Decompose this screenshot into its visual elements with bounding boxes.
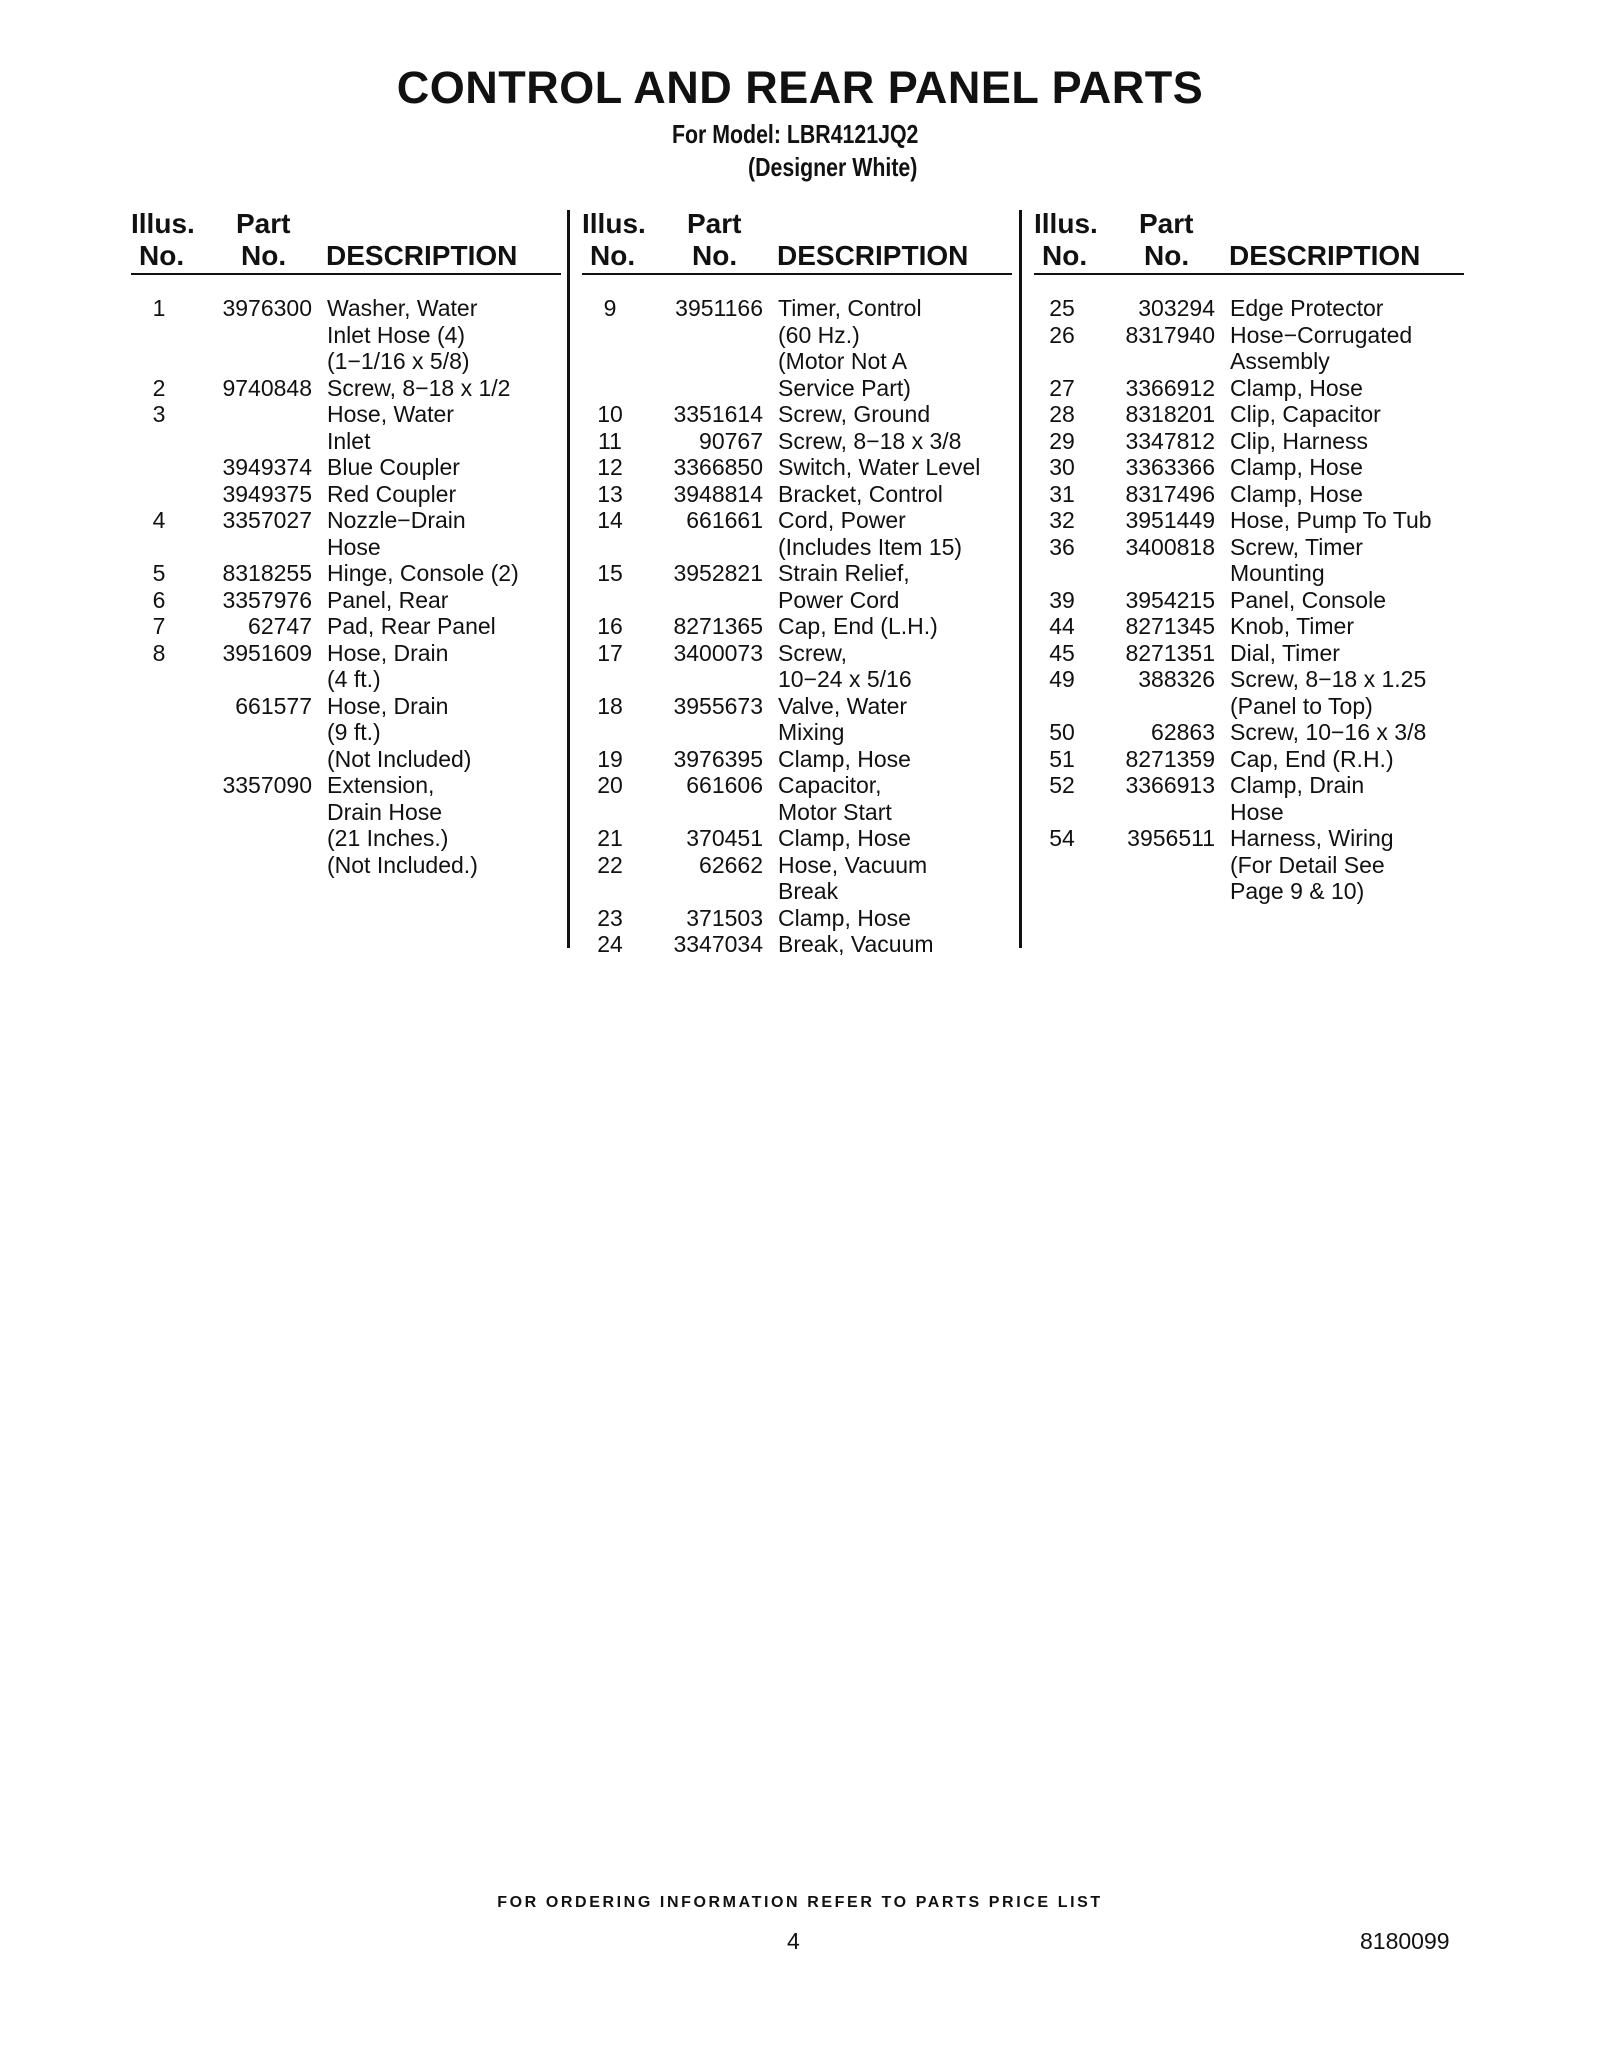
- part-description: Pad, Rear Panel: [327, 613, 496, 639]
- part-description: Hinge, Console (2): [327, 560, 519, 586]
- table-row: [582, 613, 1012, 640]
- part-number: 8317496: [1125, 480, 1215, 507]
- illus-number: 13: [597, 480, 623, 507]
- part-description: Cap, End (L.H.): [778, 613, 938, 639]
- table-row: [582, 666, 1012, 693]
- illus-number: 26: [1049, 321, 1075, 348]
- illus-number: 10: [597, 401, 623, 427]
- part-description: Screw, 10−16 x 3/8: [1230, 719, 1427, 745]
- column-header: [131, 208, 561, 275]
- table-row: [1034, 560, 1464, 587]
- part-description: Drain Hose: [327, 798, 443, 825]
- part-number: 303294: [1138, 295, 1215, 321]
- part-number: 8318201: [1125, 401, 1215, 427]
- table-row: [582, 534, 1012, 561]
- table-row: [582, 348, 1012, 375]
- part-number: 3952821: [673, 560, 763, 586]
- illus-number: 7: [152, 613, 166, 639]
- part-description: Clip, Capacitor: [1230, 401, 1381, 427]
- part-number: 62863: [1151, 719, 1215, 745]
- part-description: (Motor Not A: [778, 348, 908, 374]
- part-number: 3347034: [673, 931, 763, 957]
- part-description: Screw, 8−18 x 1/2: [327, 374, 511, 401]
- part-number: 3366850: [673, 454, 763, 480]
- table-row: [1034, 746, 1464, 773]
- table-row: [582, 878, 1012, 905]
- illus-number: 5: [152, 560, 166, 586]
- table-row: [131, 852, 561, 879]
- part-description: Screw, Timer: [1230, 533, 1363, 560]
- part-description: Panel, Rear: [327, 586, 449, 613]
- part-number: 3949375: [222, 480, 312, 507]
- part-description: (1−1/16 x 5/8): [327, 348, 470, 374]
- parts-rows: [582, 295, 1012, 958]
- part-description: Harness, Wiring: [1230, 825, 1394, 851]
- part-number: 3357976: [222, 586, 312, 613]
- illus-number: 29: [1049, 427, 1075, 454]
- illus-number: 17: [597, 639, 623, 666]
- illus-number: 4: [152, 507, 166, 533]
- header-part-no: No.: [692, 240, 738, 271]
- color-line: (Designer White): [748, 152, 918, 182]
- table-row: [131, 428, 561, 455]
- part-number: 9740848: [222, 374, 312, 401]
- table-row: [582, 852, 1012, 879]
- table-row: [131, 507, 561, 534]
- part-description: (Includes Item 15): [778, 533, 963, 560]
- page-title: CONTROL AND REAR PANEL PARTS: [396, 62, 1204, 113]
- header-part-no: No.: [241, 240, 287, 271]
- column-divider: [567, 210, 570, 948]
- part-description: Clamp, Drain: [1230, 772, 1365, 798]
- illus-number: 15: [597, 560, 623, 586]
- part-number: 370451: [686, 825, 763, 851]
- table-row: [582, 931, 1012, 958]
- part-description: Timer, Control: [778, 295, 922, 321]
- part-description: Mixing: [778, 719, 845, 745]
- table-row: [131, 825, 561, 852]
- part-description: Screw,: [778, 639, 848, 666]
- part-description: (9 ft.): [327, 719, 381, 745]
- table-row: [131, 454, 561, 481]
- table-row: [1034, 428, 1464, 455]
- illus-number: 23: [597, 904, 623, 931]
- table-row: [1034, 375, 1464, 402]
- part-description: Screw, Ground: [778, 401, 931, 427]
- illus-number: 18: [597, 692, 623, 719]
- illus-number: 32: [1049, 507, 1075, 533]
- part-number: 3948814: [673, 480, 763, 507]
- part-description: (Not Included.): [327, 851, 478, 878]
- table-row: [582, 640, 1012, 667]
- part-description: Clip, Harness: [1230, 427, 1369, 454]
- table-row: [1034, 348, 1464, 375]
- part-description: Break: [778, 878, 839, 904]
- part-number: 3976395: [673, 745, 763, 772]
- table-row: [582, 507, 1012, 534]
- document-number: 8180099: [1360, 1928, 1450, 1954]
- table-row: [1034, 295, 1464, 322]
- table-row: [1034, 772, 1464, 799]
- part-description: (21 Inches.): [327, 825, 449, 851]
- table-row: [131, 560, 561, 587]
- part-description: Clamp, Hose: [1230, 374, 1363, 401]
- table-row: [582, 905, 1012, 932]
- part-number: 661577: [235, 692, 312, 719]
- part-description: Cord, Power: [778, 507, 906, 533]
- table-row: [1034, 401, 1464, 428]
- part-description: Strain Relief,: [778, 560, 910, 586]
- part-number: 3400818: [1125, 533, 1215, 560]
- part-description: Hose, Pump To Tub: [1230, 507, 1432, 533]
- part-description: Inlet: [327, 427, 371, 454]
- part-description: Capacitor,: [778, 772, 882, 798]
- illus-number: 1: [152, 295, 166, 321]
- part-number: 62662: [699, 851, 763, 878]
- header-illus: Illus.: [582, 208, 646, 239]
- parts-column-1: [131, 208, 561, 878]
- part-description: Clamp, Hose: [778, 904, 911, 931]
- part-description: Blue Coupler: [327, 454, 460, 480]
- part-description: 10−24 x 5/16: [778, 666, 912, 692]
- table-row: [1034, 613, 1464, 640]
- table-row: [1034, 878, 1464, 905]
- part-description: (For Detail See: [1230, 851, 1385, 878]
- table-row: [582, 825, 1012, 852]
- table-row: [1034, 481, 1464, 508]
- table-row: [582, 375, 1012, 402]
- part-number: 3951609: [222, 639, 312, 666]
- table-row: [582, 799, 1012, 826]
- illus-number: 14: [597, 507, 623, 533]
- part-number: 3949374: [222, 454, 312, 480]
- table-row: [582, 454, 1012, 481]
- part-description: (Panel to Top): [1230, 692, 1373, 719]
- part-description: Clamp, Hose: [778, 745, 911, 772]
- illus-number: 9: [603, 295, 617, 321]
- parts-rows: [131, 295, 561, 878]
- part-number: 3351614: [673, 401, 763, 427]
- part-description: Valve, Water: [778, 692, 908, 719]
- part-number: 371503: [686, 904, 763, 931]
- header-illus: Illus.: [1034, 208, 1098, 239]
- illus-number: 20: [597, 772, 623, 798]
- part-description: Edge Protector: [1230, 295, 1384, 321]
- table-row: [582, 693, 1012, 720]
- parts-column-2: [582, 208, 1012, 958]
- table-row: [582, 587, 1012, 614]
- part-number: 3366913: [1125, 772, 1215, 798]
- part-description: Clamp, Hose: [1230, 454, 1363, 480]
- table-row: [131, 772, 561, 799]
- part-number: 3955673: [673, 692, 763, 719]
- part-description: Motor Start: [778, 798, 892, 825]
- part-description: Service Part): [778, 374, 911, 401]
- table-row: [131, 746, 561, 773]
- table-row: [582, 560, 1012, 587]
- part-description: Cap, End (R.H.): [1230, 745, 1394, 772]
- illus-number: 54: [1049, 825, 1075, 851]
- illus-number: 25: [1049, 295, 1075, 321]
- table-row: [131, 666, 561, 693]
- table-row: [1034, 799, 1464, 826]
- table-row: [131, 799, 561, 826]
- illus-number: 44: [1049, 613, 1075, 639]
- table-row: [131, 693, 561, 720]
- column-header: [582, 208, 1012, 275]
- table-row: [1034, 693, 1464, 720]
- illus-number: 12: [597, 454, 623, 480]
- part-description: Extension,: [327, 772, 435, 798]
- model-line: For Model: LBR4121JQ2: [672, 119, 919, 149]
- ordering-info-footer: FOR ORDERING INFORMATION REFER TO PARTS PRICE LIST: [497, 1894, 1103, 1911]
- table-row: [131, 375, 561, 402]
- header-illus: Illus.: [131, 208, 195, 239]
- part-description: Hose, Drain: [327, 639, 449, 666]
- column-header: [1034, 208, 1464, 275]
- part-description: Switch, Water Level: [778, 454, 981, 480]
- illus-number: 24: [597, 931, 623, 957]
- part-description: Hose, Vacuum: [778, 851, 928, 878]
- table-row: [1034, 534, 1464, 561]
- table-row: [582, 746, 1012, 773]
- part-description: Inlet Hose (4): [327, 321, 466, 348]
- part-number: 661606: [686, 772, 763, 798]
- table-row: [131, 295, 561, 322]
- illus-number: 2: [152, 374, 166, 401]
- illus-number: 16: [597, 613, 623, 639]
- header-part: Part: [236, 208, 291, 239]
- illus-number: 27: [1049, 374, 1075, 401]
- part-number: 8271351: [1125, 639, 1215, 666]
- part-description: Mounting: [1230, 560, 1325, 586]
- table-row: [1034, 322, 1464, 349]
- illus-number: 21: [597, 825, 623, 851]
- part-description: (Not Included): [327, 745, 472, 772]
- part-description: Hose, Water: [327, 401, 454, 427]
- illus-number: 11: [598, 427, 622, 454]
- part-description: Panel, Console: [1230, 586, 1386, 613]
- table-row: [582, 481, 1012, 508]
- part-description: Screw, 8−18 x 1.25: [1230, 666, 1427, 692]
- header-part: Part: [687, 208, 742, 239]
- part-description: Hose, Drain: [327, 692, 449, 719]
- part-number: 3951166: [675, 295, 763, 321]
- header-description: DESCRIPTION: [1229, 240, 1421, 271]
- illus-number: 50: [1049, 719, 1075, 745]
- illus-number: 19: [597, 745, 623, 772]
- part-number: 8271365: [673, 613, 763, 639]
- part-number: 3357027: [222, 507, 312, 533]
- illus-number: 30: [1049, 454, 1075, 480]
- table-row: [1034, 825, 1464, 852]
- part-description: Power Cord: [778, 586, 900, 613]
- part-description: Knob, Timer: [1230, 613, 1354, 639]
- parts-column-3: [1034, 208, 1464, 905]
- part-number: 8271359: [1125, 745, 1215, 772]
- part-number: 3956511: [1127, 825, 1215, 851]
- illus-number: 28: [1049, 401, 1075, 427]
- illus-number: 8: [152, 639, 166, 666]
- illus-number: 36: [1049, 533, 1075, 560]
- table-row: [131, 613, 561, 640]
- table-row: [131, 401, 561, 428]
- page-number: 4: [787, 1928, 800, 1954]
- illus-number: 45: [1049, 639, 1075, 666]
- header-illus-no: No.: [590, 240, 636, 271]
- part-number: 3363366: [1125, 454, 1215, 480]
- part-number: 3951449: [1125, 507, 1215, 533]
- illus-number: 22: [597, 851, 623, 878]
- part-number: 8317940: [1125, 321, 1215, 348]
- part-description: Clamp, Hose: [778, 825, 911, 851]
- table-row: [1034, 587, 1464, 614]
- part-description: (60 Hz.): [778, 321, 860, 348]
- illus-number: 31: [1049, 480, 1075, 507]
- part-number: 3357090: [222, 772, 312, 798]
- table-row: [582, 295, 1012, 322]
- part-description: Dial, Timer: [1230, 639, 1340, 666]
- illus-number: 49: [1049, 666, 1075, 692]
- table-row: [582, 401, 1012, 428]
- illus-number: 6: [152, 586, 166, 613]
- part-number: 3347812: [1125, 427, 1215, 454]
- table-row: [582, 322, 1012, 349]
- illus-number: 3: [152, 401, 166, 427]
- illus-number: 51: [1049, 745, 1075, 772]
- part-description: Assembly: [1230, 348, 1330, 374]
- table-row: [131, 640, 561, 667]
- part-description: Hose−Corrugated: [1230, 321, 1413, 348]
- part-number: 90767: [699, 427, 763, 454]
- illus-number: 39: [1049, 586, 1075, 613]
- table-row: [582, 719, 1012, 746]
- part-number: 661661: [686, 507, 763, 533]
- part-description: (4 ft.): [327, 666, 381, 692]
- header-illus-no: No.: [139, 240, 185, 271]
- part-number: 3976300: [222, 295, 312, 321]
- part-number: 8271345: [1125, 613, 1215, 639]
- header-part: Part: [1139, 208, 1194, 239]
- table-row: [131, 481, 561, 508]
- part-number: 8318255: [222, 560, 312, 586]
- table-row: [131, 322, 561, 349]
- column-divider: [1019, 210, 1022, 948]
- part-number: 3366912: [1125, 374, 1215, 401]
- part-description: Hose: [327, 533, 381, 560]
- table-row: [131, 534, 561, 561]
- part-number: 62747: [248, 613, 312, 639]
- part-description: Break, Vacuum: [778, 931, 934, 957]
- table-row: [131, 587, 561, 614]
- table-row: [131, 719, 561, 746]
- table-row: [1034, 507, 1464, 534]
- table-row: [131, 348, 561, 375]
- part-description: Page 9 & 10): [1230, 878, 1365, 904]
- part-description: Washer, Water: [327, 295, 478, 321]
- table-row: [1034, 852, 1464, 879]
- parts-rows: [1034, 295, 1464, 905]
- header-description: DESCRIPTION: [326, 240, 518, 271]
- header-illus-no: No.: [1042, 240, 1088, 271]
- part-description: Screw, 8−18 x 3/8: [778, 427, 962, 454]
- table-row: [582, 428, 1012, 455]
- header-part-no: No.: [1144, 240, 1190, 271]
- part-description: Nozzle−Drain: [327, 507, 466, 533]
- header-description: DESCRIPTION: [777, 240, 969, 271]
- part-number: 388326: [1138, 666, 1215, 692]
- part-description: Hose: [1230, 798, 1284, 825]
- table-row: [1034, 640, 1464, 667]
- illus-number: 52: [1049, 772, 1075, 798]
- part-description: Red Coupler: [327, 480, 457, 507]
- part-number: 3400073: [673, 639, 763, 666]
- table-row: [582, 772, 1012, 799]
- part-description: Bracket, Control: [778, 480, 943, 507]
- table-row: [1034, 719, 1464, 746]
- part-number: 3954215: [1125, 586, 1215, 613]
- table-row: [1034, 666, 1464, 693]
- table-row: [1034, 454, 1464, 481]
- part-description: Clamp, Hose: [1230, 480, 1363, 507]
